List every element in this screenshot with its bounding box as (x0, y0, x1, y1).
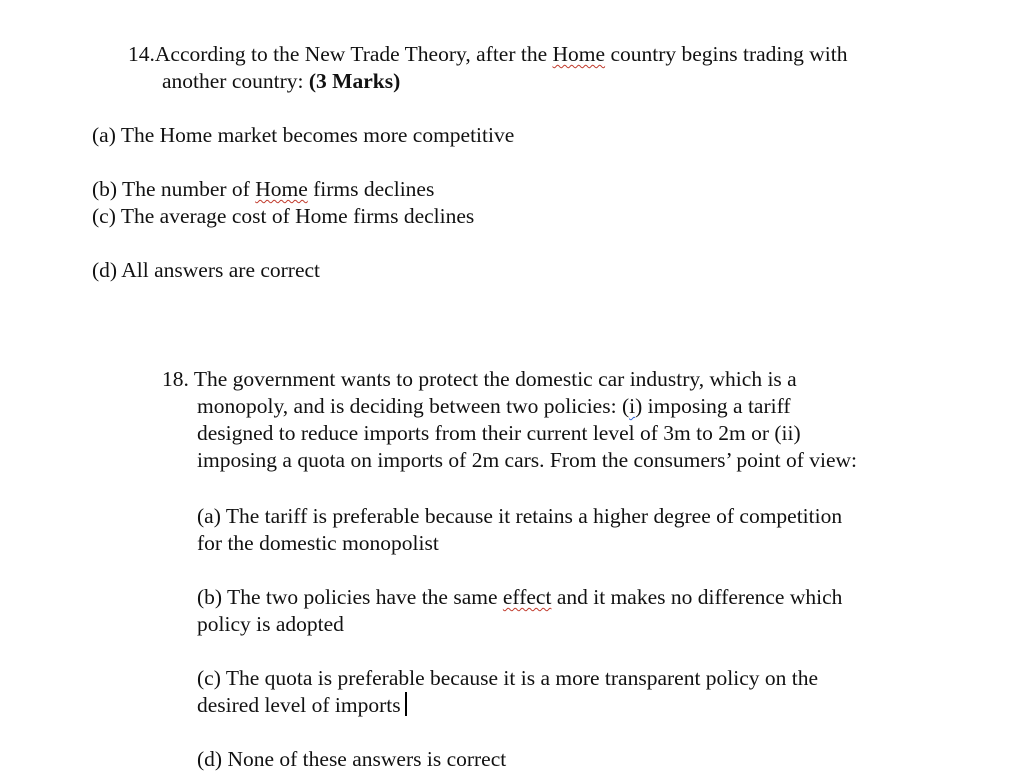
q18-option-b-line-2: policy is adopted (197, 612, 344, 636)
q14-spelling-flag-home[interactable]: Home (552, 42, 606, 66)
q14-number: 14. (128, 42, 155, 66)
q18-option-b-post: and it makes no difference which (551, 585, 843, 609)
q18-stem-line-4: imposing a quota on imports of 2m cars. From the consumers’ point of view: (197, 448, 858, 472)
q18-grammar-flag-i[interactable]: i (629, 394, 636, 418)
q14-stem-line-2 (162, 68, 400, 95)
q18-stem-line2-pre: monopoly, and is deciding between two policies: ( (197, 394, 630, 418)
q14-stem-line2-text: another country: (162, 69, 309, 93)
q14-option-b-spelling-flag-home[interactable]: Home (255, 177, 308, 201)
q14-option-b-post: firms declines (307, 177, 435, 201)
q18-option-a-line-1: (a) The tariff is preferable because it retains a higher degree of competition (197, 504, 843, 528)
q14-option-b-pre: (b) The number of (92, 177, 256, 201)
q18-stem-line-2 (197, 393, 791, 420)
q18-option-c-line2-text: desired level of imports (197, 693, 401, 717)
q14-stem-part2: country begins trading with (605, 42, 848, 66)
text-cursor (405, 692, 407, 716)
q14-marks: (3 Marks) (308, 69, 401, 93)
q18-option-a-line-2: for the domestic monopolist (197, 531, 439, 555)
q18-stem-line2-post: ) imposing a tariff (635, 394, 791, 418)
q14-option-b (92, 176, 434, 203)
q14-stem-line-1 (128, 41, 848, 68)
q14-stem-part1: According to the New Trade Theory, after the (154, 42, 553, 66)
q18-option-b-pre: (b) The two policies have the same (197, 585, 503, 609)
q18-option-d: (d) None of these answers is correct (197, 747, 507, 771)
q18-option-b-spelling-flag-effect[interactable]: effect (502, 585, 552, 609)
q18-number: 18. (162, 367, 189, 391)
q18-stem-line-3: designed to reduce imports from their current level of 3m to 2m or (ii) (197, 421, 801, 445)
q18-option-c-line-2 (197, 692, 407, 719)
q14-option-c: (c) The average cost of Home firms declines (92, 204, 475, 228)
q14-option-d: (d) All answers are correct (92, 258, 321, 282)
q18-stem-line-1 (162, 366, 797, 393)
q14-option-a: (a) The Home market becomes more competitive (92, 123, 515, 147)
q18-option-b-line-1 (197, 584, 842, 611)
q18-option-c-line-1: (c) The quota is preferable because it is a more transparent policy on the (197, 666, 819, 690)
q18-stem-line1-text: The government wants to protect the domestic car industry, which is a (193, 367, 797, 391)
